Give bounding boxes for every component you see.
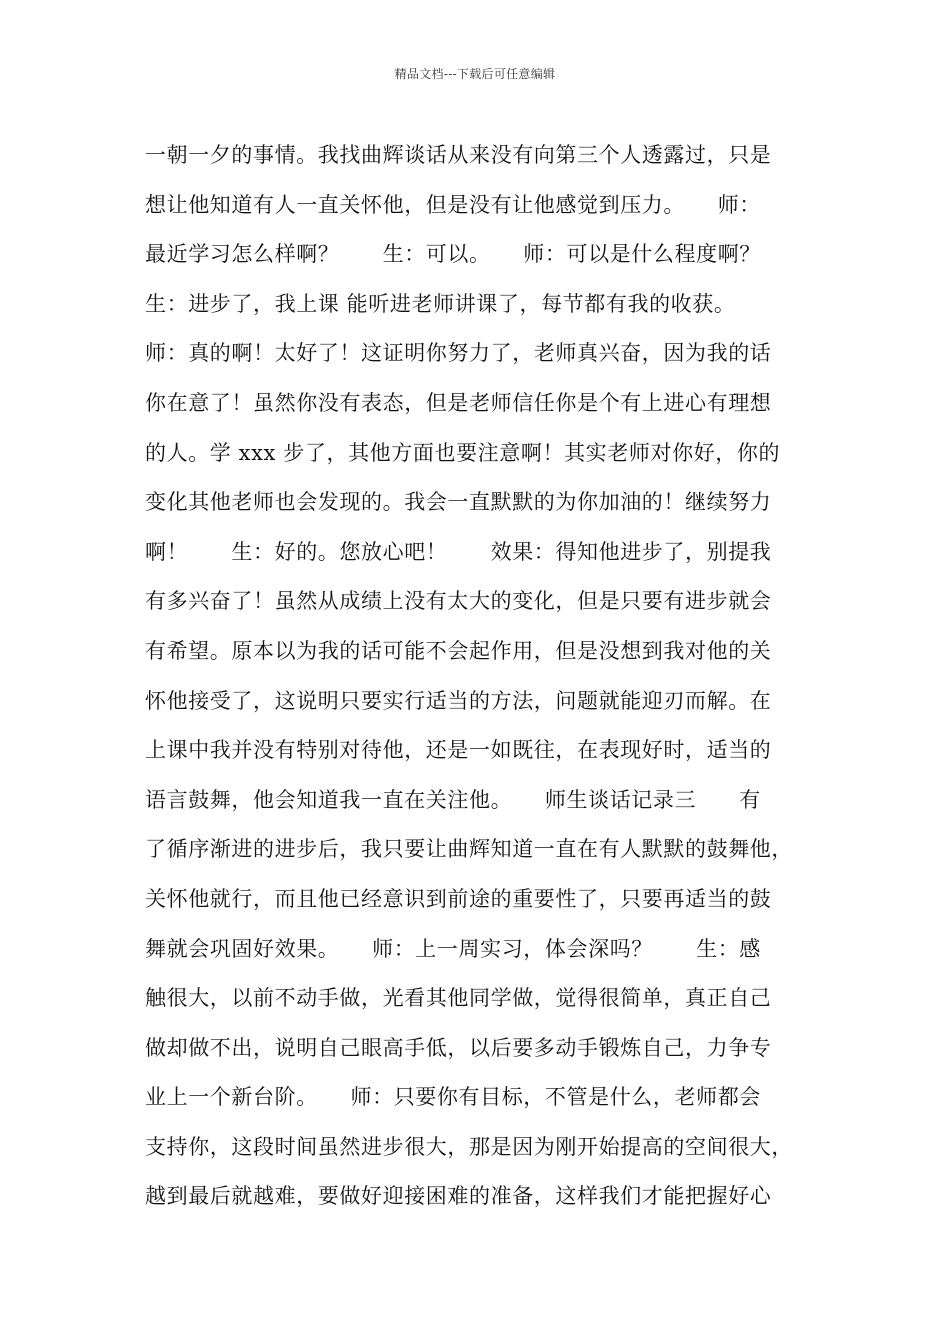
text-line: 你在意了！虽然你没有表态，但是老师信任你是个有上进心有理想: [145, 390, 772, 415]
text-line: 上课中我并没有特别对待他，还是一如既往，在表现好时，适当的: [145, 738, 772, 763]
page-header: 精品文档---下载后可任意编辑: [394, 67, 556, 81]
body-text: [145, 131, 825, 1222]
text-line: 一朝一夕的事情。我找曲辉谈话从来没有向第三个人透露过，只是: [145, 143, 772, 167]
text-line: 生：进步了，我上课 能听进老师讲课了，每节都有我的收获。: [145, 291, 736, 316]
text-line: 关怀他就行，而且他已经意识到前途的重要性了，只要再适当的鼓: [145, 886, 772, 911]
text-line: 的人。学 xxx 步了，其他方面也要注意啊！其实老师对你好，你的: [145, 440, 781, 465]
text-line: 有希望。原本以为我的话可能不会起作用，但是没想到我对他的关: [145, 638, 772, 663]
text-line: 舞就会巩固好效果。 师：上一周实习，体会深吗？ 生：感: [145, 936, 761, 961]
text-line: 越到最后就越难，要做好迎接困难的准备，这样我们才能把握好心: [145, 1184, 772, 1209]
text-line: 怀他接受了，这说明只要实行适当的方法，问题就能迎刃而解。在: [145, 688, 772, 713]
text-line: 触很大，以前不动手做，光看其他同学做，觉得很简单，真正自己: [145, 986, 772, 1011]
text-line: 业上一个新台阶。 师：只要你有目标，不管是什么，老师都会: [145, 1085, 761, 1110]
text-line: 最近学习怎么样啊？ 生：可以。 师：可以是什么程度啊？: [145, 242, 761, 267]
text-line: 变化其他老师也会发现的。我会一直默默的为你加油的！继续努力: [145, 490, 772, 515]
text-line: 了循序渐进的进步后，我只要让曲辉知道一直在有人默默的鼓舞他，: [145, 837, 793, 862]
text-line: 想让他知道有人一直关怀他，但是没有让他感觉到压力。 师：: [145, 192, 761, 217]
text-line: 师：真的啊！太好了！这证明你努力了，老师真兴奋，因为我的话: [145, 341, 772, 366]
text-line: 啊！ 生：好的。您放心吧！ 效果：得知他进步了，别提我: [145, 539, 772, 564]
text-line: 做却做不出，说明自己眼高手低，以后要多动手锻炼自己，力争专: [145, 1035, 772, 1060]
text-line: 支持你，这段时间虽然进步很大，那是因为刚开始提高的空间很大，: [145, 1134, 793, 1159]
text-line: 有多兴奋了！虽然从成绩上没有太大的变化，但是只要有进步就会: [145, 589, 772, 614]
text-line: 语言鼓舞，他会知道我一直在关注他。 师生谈话记录三 有: [145, 787, 761, 812]
